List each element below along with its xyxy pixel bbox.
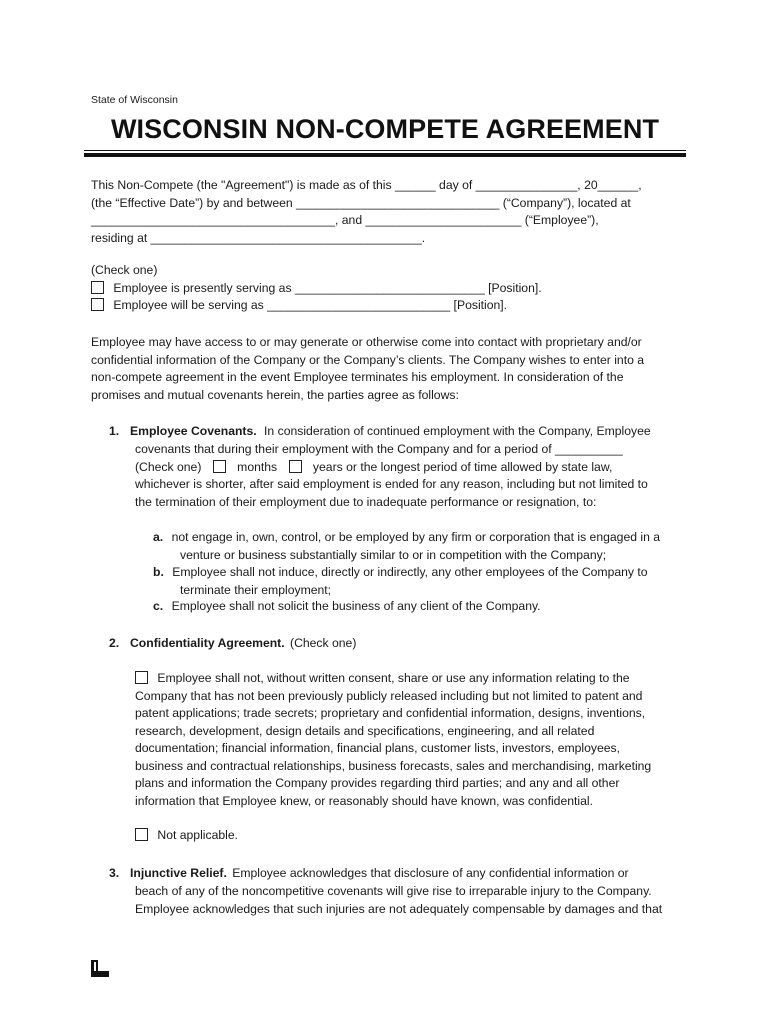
- confidentiality-option-1: [135, 670, 651, 810]
- section-3-heading: Injunctive Relief.: [130, 866, 227, 880]
- preamble-line: confidential information of the Company or the Company’s clients. The Company wishes to enter into a: [91, 352, 645, 367]
- preamble-line: Employee may have access to or may generate or otherwise come into contact with proprietary and/or: [91, 335, 642, 349]
- confidentiality-line: Company that has not been previously publicly released including but not limited to patent and: [135, 688, 643, 703]
- intro-line: residing at ________________________________________.: [91, 230, 426, 245]
- years-label: years or the longest period of time allowed by state law,: [312, 459, 613, 474]
- covenant-item-a: [153, 529, 660, 564]
- not-applicable-label: Not applicable.: [157, 828, 239, 842]
- section-1-body: [130, 423, 651, 441]
- document-logo-icon: [91, 960, 109, 977]
- item-text: Employee shall not induce, directly or indirectly, any other employees of the Company to: [172, 565, 648, 579]
- section-2-number: 2.: [109, 636, 120, 650]
- confidentiality-line: Employee shall not, without written consent, share or use any information relating to the: [157, 671, 630, 685]
- item-text: terminate their employment;: [180, 582, 332, 597]
- section-1-heading: Employee Covenants.: [130, 424, 257, 438]
- months-label: months: [237, 459, 278, 474]
- state-label: State of Wisconsin: [91, 94, 178, 106]
- position-option-future: [91, 297, 542, 315]
- title-divider-thick: [84, 153, 686, 157]
- document-title: WISCONSIN NON-COMPETE AGREEMENT: [110, 114, 660, 144]
- intro-line: This Non-Compete (the "Agreement") is made as of this ______ day of _______________, 20______,: [91, 178, 642, 192]
- presently-serving-checkbox[interactable]: [91, 281, 104, 294]
- months-checkbox[interactable]: [213, 460, 226, 473]
- section-1-line: covenants that during their employment with the Company and for a period of __________: [135, 442, 623, 456]
- item-letter: a.: [153, 530, 164, 544]
- section-1-line: the termination of their employment due to inadequate performance or resignation, to:: [135, 494, 597, 509]
- confidentiality-checkbox[interactable]: [135, 671, 148, 684]
- preamble-line: promises and mutual covenants herein, the parties agree as follows:: [91, 387, 459, 402]
- preamble-paragraph: [91, 334, 644, 404]
- will-be-serving-checkbox[interactable]: [91, 298, 104, 311]
- years-checkbox[interactable]: [289, 460, 302, 473]
- item-text: Employee shall not solicit the business of any client of the Company.: [171, 599, 541, 613]
- item-text: venture or business substantially similar to or in competition with the Company;: [180, 547, 607, 562]
- item-letter: c.: [153, 599, 164, 613]
- position-check-group: [91, 262, 542, 315]
- section-1-number: 1.: [109, 424, 120, 438]
- confidentiality-line: business and contractual relationships, business forecasts, sales and merchandising, marketing: [135, 758, 652, 773]
- section-1-line: whichever is shorter, after said employment is ended for any reason, including but not limited to: [135, 477, 648, 491]
- confidentiality-line: documentation; financial information, financial plans, customer lists, investors, employees,: [135, 741, 621, 755]
- section-1-line: In consideration of continued employment with the Company, Employee: [264, 424, 651, 438]
- not-applicable-checkbox[interactable]: [135, 828, 148, 841]
- section-3-line: Employee acknowledges that such injuries are not adequately compensable by damages and that: [135, 901, 663, 916]
- confidentiality-line: plans and information the Company provides regarding third parties; and any and all other: [135, 776, 620, 790]
- intro-line: (the “Effective Date”) by and between ______________________________ (“Company”), located at: [91, 195, 631, 210]
- presently-serving-label: Employee is presently serving as ____________________________ [Position].: [113, 280, 542, 295]
- section-2-suffix: (Check one): [290, 636, 357, 650]
- confidentiality-line: patent applications; trade secrets; proprietary and confidential information, designs, inventions,: [135, 706, 646, 720]
- section-3-number: 3.: [109, 866, 120, 880]
- item-text: not engage in, own, control, or be employed by any firm or corporation that is engaged in a: [171, 530, 661, 544]
- section-3-line: Employee acknowledges that disclosure of any confidential information or: [232, 866, 629, 880]
- title-divider-thin: [84, 150, 686, 151]
- item-letter: b.: [153, 565, 164, 579]
- section-2-heading: Confidentiality Agreement.: [130, 636, 285, 650]
- position-option-present: [91, 280, 542, 298]
- period-check-label: (Check one): [135, 459, 202, 474]
- will-be-serving-label: Employee will be serving as ___________________________ [Position].: [113, 298, 508, 312]
- covenant-item-c: [153, 598, 541, 616]
- section-1-continued: [135, 441, 648, 511]
- check-one-label: (Check one): [91, 263, 158, 277]
- confidentiality-line: information that Employee knew, or reasonably should have known, was confidential.: [135, 793, 593, 808]
- confidentiality-option-2: [135, 827, 238, 845]
- section-3-first-line: [130, 865, 629, 883]
- section-2-header: [130, 635, 356, 653]
- section-3-body: [135, 883, 662, 918]
- section-3-line: beach of any of the noncompetitive covenants will give rise to irreparable injury to the Company.: [135, 884, 652, 898]
- preamble-line: non-compete agreement in the event Employee terminates his employment. In consideration of the: [91, 370, 624, 384]
- covenant-item-b: [153, 564, 648, 599]
- intro-paragraph: [91, 177, 642, 247]
- intro-line: ____________________________________, and _______________________ (“Employee”),: [91, 213, 599, 227]
- period-check-row: [135, 459, 648, 477]
- confidentiality-line: research, development, design details and specifications, engineering, and all related: [135, 723, 595, 738]
